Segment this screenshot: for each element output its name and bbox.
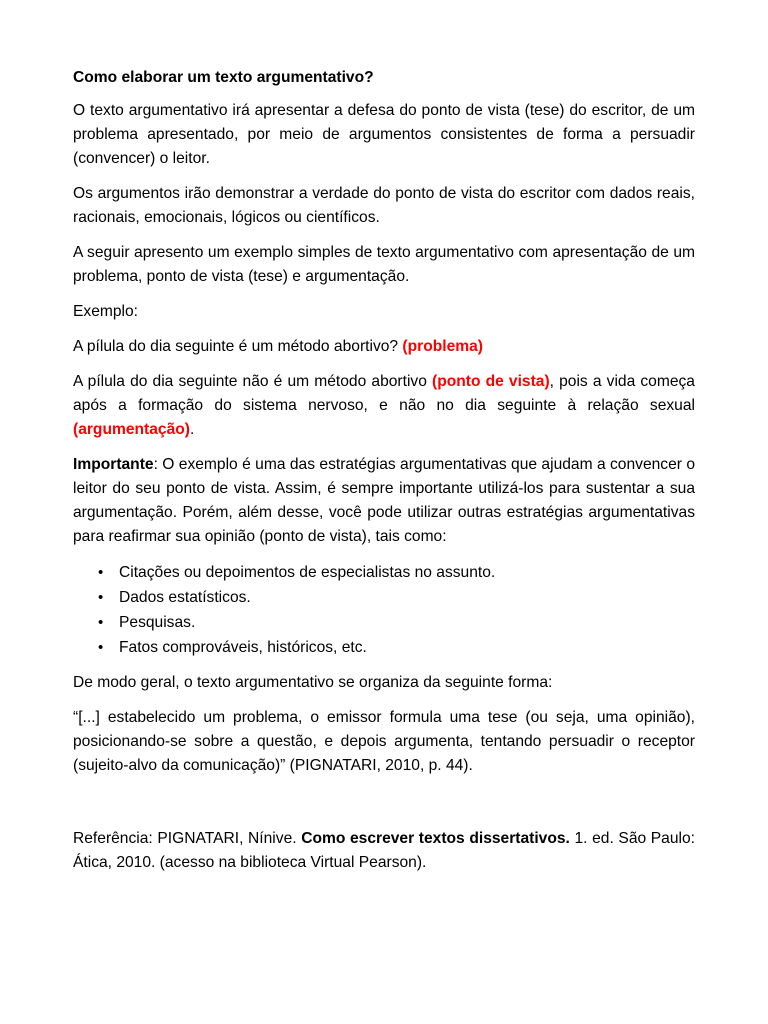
list-item: • Fatos comprováveis, históricos, etc. xyxy=(73,635,695,660)
paragraph-important xyxy=(73,453,695,549)
problem-tag: (problema) xyxy=(402,338,483,355)
list-item: • Pesquisas. xyxy=(73,610,695,635)
argumentation-tag: (argumentação) xyxy=(73,421,190,438)
paragraph-intro-example: A seguir apresento um exemplo simples de texto argumentativo com apresentação de um problema, ponto de vista (tese) e argumentação. xyxy=(73,244,695,285)
spacer xyxy=(73,789,695,827)
strategies-list xyxy=(73,560,695,660)
important-label: Importante xyxy=(73,456,154,473)
example-answer-part3: . xyxy=(189,421,195,438)
citation-quote: “[...] estabelecido um problema, o emissor formula uma tese (ou seja, uma opinião), posicionando-se sobre a questão, e depois argumenta, tentando persuadir o receptor (sujeito-alvo da comunicação)” (PIGNATARI, 2010, p. 44). xyxy=(73,709,695,774)
paragraph-definition: O texto argumentativo irá apresentar a defesa do ponto de vista (tese) do escritor, de um problema apresentado, por meio de argumentos consistentes de forma a persuadir (convencer) o leitor. xyxy=(73,102,695,167)
paragraph-summary: De modo geral, o texto argumentativo se organiza da seguinte forma: xyxy=(73,674,553,691)
example-answer-part1: A pílula do dia seguinte não é um método abortivo xyxy=(73,373,432,390)
reference xyxy=(73,827,695,875)
example-answer xyxy=(73,370,695,442)
important-text: : O exemplo é uma das estratégias argumentativas que ajudam a convencer o leitor do seu ponto de vista. Assim, é sempre importante utilizá-los para sustentar a sua argumentação. Porém, além desse, você pode utilizar outras estratégias argumentativas para reafirmar sua opinião (ponto de vista), tais como: xyxy=(73,456,695,545)
reference-suffix: 1. ed. São Paulo: Ática, 2010. (acesso na biblioteca Virtual Pearson). xyxy=(73,830,695,871)
document-title: Como elaborar um texto argumentativo? xyxy=(73,69,374,86)
reference-book-title: Como escrever textos dissertativos. xyxy=(301,830,570,847)
reference-prefix: Referência: PIGNATARI, Nínive. xyxy=(73,830,302,847)
paragraph-arguments: Os argumentos irão demonstrar a verdade do ponto de vista do escritor com dados reais, racionais, emocionais, lógicos ou científicos. xyxy=(73,185,695,226)
example-answer-part2: , pois a vida começa após a formação do sistema nervoso, e não no dia seguinte à relação sexual xyxy=(73,373,695,414)
example-question xyxy=(73,335,695,359)
list-item: • Citações ou depoimentos de especialistas no assunto. xyxy=(73,560,695,585)
example-label: Exemplo: xyxy=(73,303,139,320)
example-question-text: A pílula do dia seguinte é um método abortivo? xyxy=(73,338,403,355)
viewpoint-tag: (ponto de vista) xyxy=(432,373,550,390)
list-item: • Dados estatísticos. xyxy=(73,585,695,610)
